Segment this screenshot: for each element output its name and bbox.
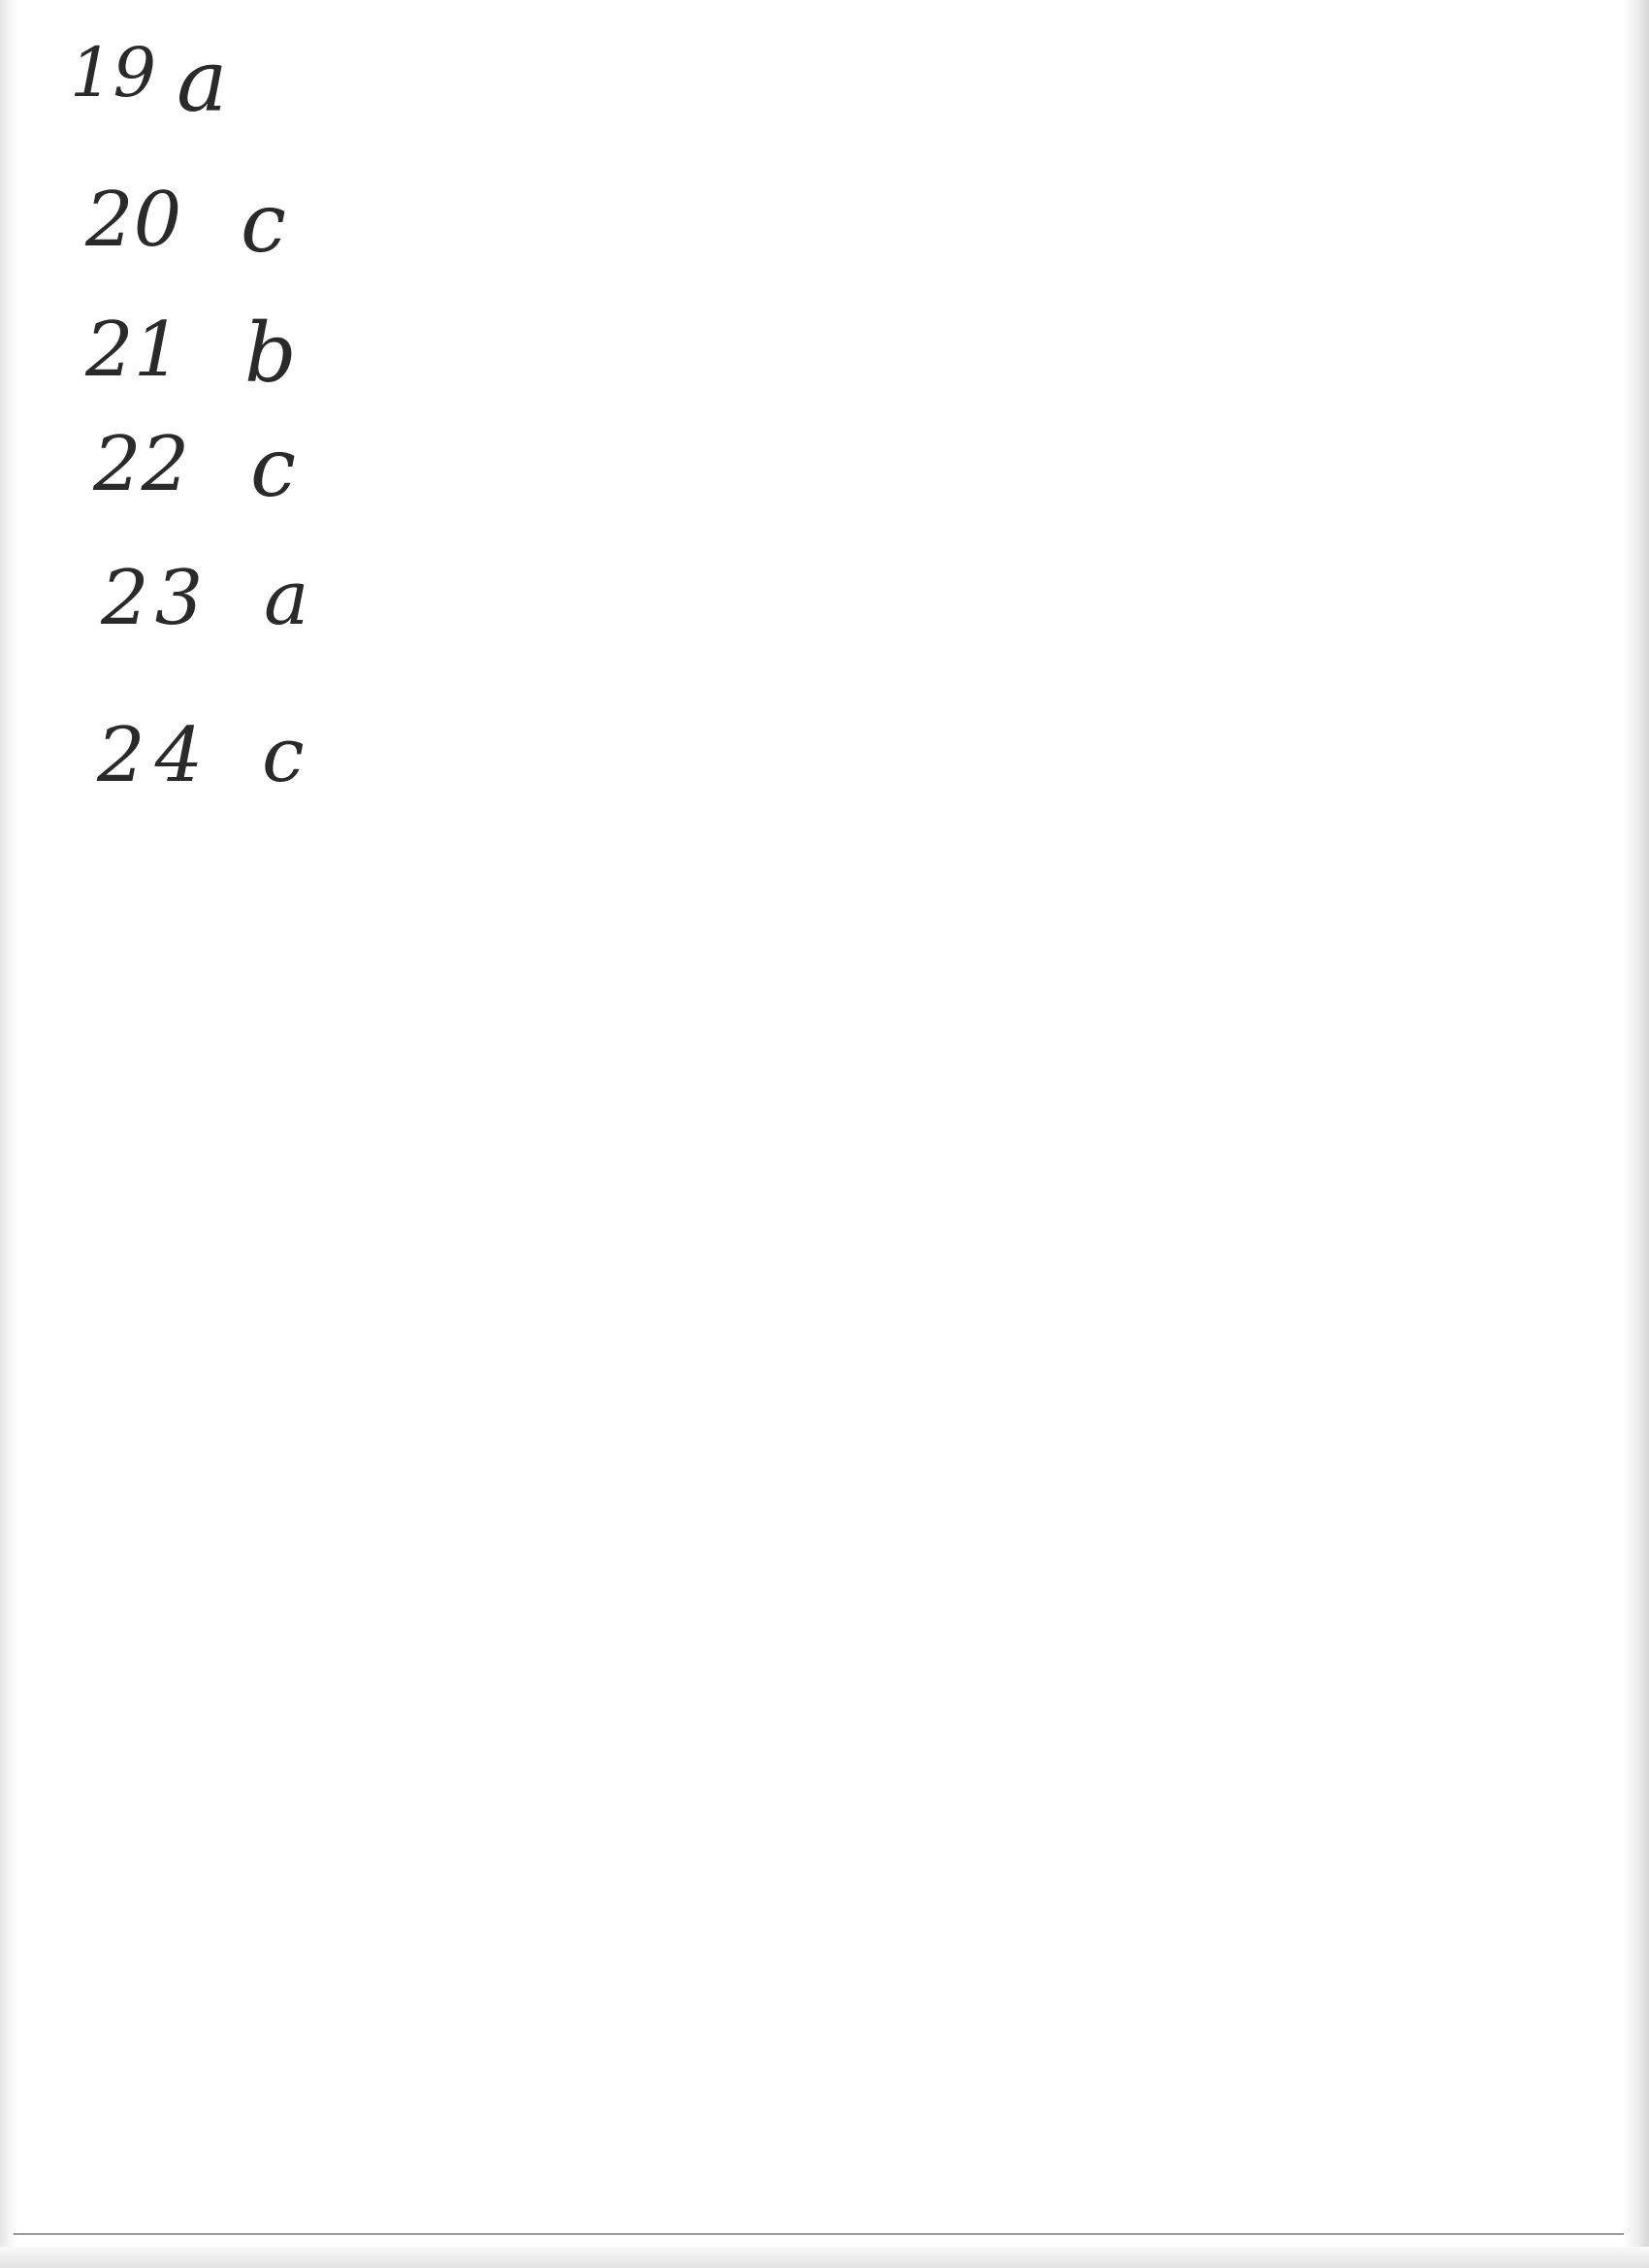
question-number: 19 — [70, 33, 157, 113]
question-number: 22 — [93, 421, 190, 508]
answer-letter: b — [244, 306, 297, 401]
scan-edge-right — [1624, 0, 1649, 2268]
answer-letter: c — [262, 712, 305, 799]
handwritten-answer-list — [0, 0, 388, 873]
answer-letter: a — [264, 555, 309, 642]
scan-edge-bottom — [0, 2247, 1649, 2268]
question-number: 20 — [85, 177, 182, 264]
question-number: 21 — [85, 307, 182, 394]
question-number: 23 — [101, 555, 210, 642]
question-number: 24 — [97, 712, 213, 799]
page-bottom-line — [14, 2233, 1624, 2235]
answer-letter: c — [241, 176, 287, 271]
answer-letter: a — [177, 31, 228, 131]
answer-letter: c — [250, 420, 297, 515]
